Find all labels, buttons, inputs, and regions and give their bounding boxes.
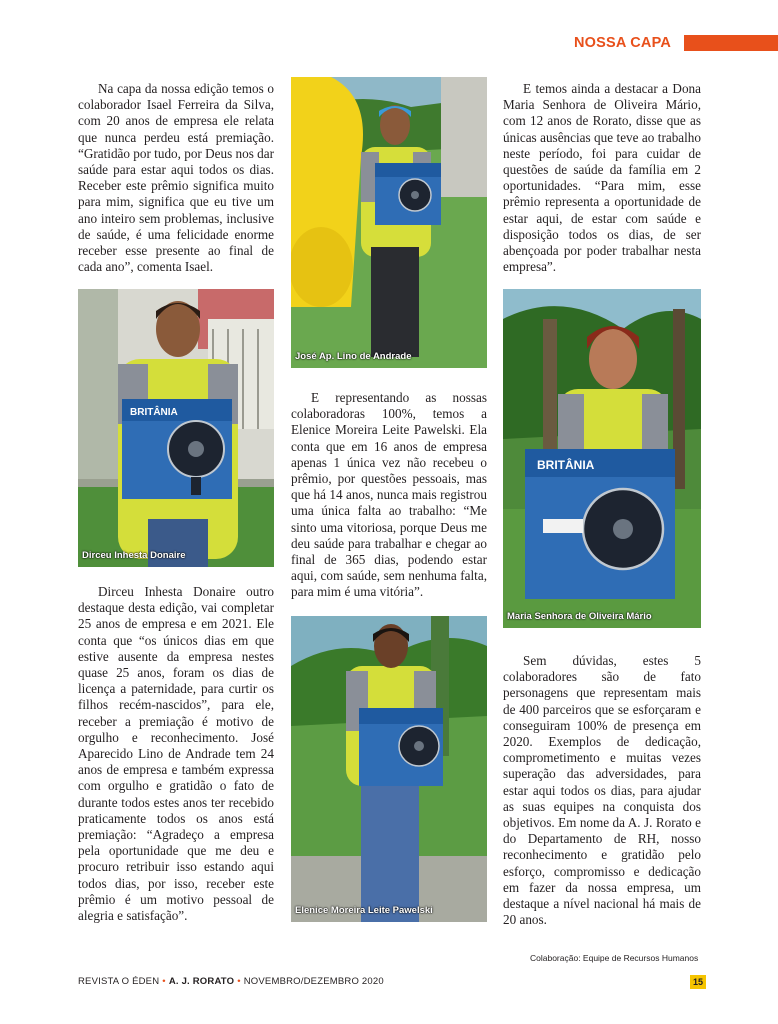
paragraph-isael: Na capa da nossa edição temos o colaborador Isael Ferreira da Silva, com 20 anos de empresa ele relata que nunca perdeu está premiação. “Gratidão por tudo, por Deus nos dar saúde para estar aqui todos os dias. Receber este prêmio significa muito para mim, significa que eu tive um ano inteiro sem problemas, inclusive de saúde, é uma felicidade enorme receber esse presente ao final de cada ano”, comenta Isael. [78, 81, 274, 275]
article-column-3-bottom [503, 653, 701, 928]
footer-magazine: REVISTA O ÉDEN [78, 976, 160, 987]
footer-edition: NOVEMBRO/DEZEMBRO 2020 [243, 976, 384, 987]
footer-separator: • [162, 976, 166, 987]
photo-jose [291, 77, 487, 368]
article-column-1-bottom [78, 584, 274, 924]
photo-caption-elenice: Elenice Moreira Leite Pawelski [295, 905, 433, 916]
article-column-1-top [78, 81, 274, 275]
footer-separator: • [237, 976, 241, 987]
paragraph-maria: E temos ainda a destacar a Dona Maria Senhora de Oliveira Mário, com 12 anos de Rorato, disse que as únicas ausências que teve ao trabalho neste período, foi para cuidar de questões de saúde da família em 2 oportunidades. “Para mim, esse prêmio representa a oportunidade de estar aqui, de estar com saúde e disposição todos os dias, de ser abençoada por poder trabalhar nesta empresa”. [503, 81, 701, 275]
paragraph-elenice: E representando as nossas colaboradoras 100%, temos a Elenice Moreira Leite Pawelski. Ela conta que em 16 anos de empresa apenas 1 única vez não recebeu o prêmio, por questões pessoais, mas que há 14 anos, nunca mais registrou uma única falta ao trabalho: “Me sinto uma vitoriosa, porque Deus me deu saúde para trabalhar e chegar ao final de 365 dias, podendo estar aqui, com saúde, sem nenhuma falta, para mim é uma vitória”. [291, 390, 487, 600]
photo-caption-dirceu: Dirceu Inhesta Donaire [82, 550, 186, 561]
photo-dirceu [78, 289, 274, 567]
article-column-3-top [503, 81, 701, 275]
paragraph-dirceu-jose: Dirceu Inhesta Donaire outro destaque desta edição, vai completar 25 anos de empresa e em 2021. Ele conta que “os únicos dias em que estive ausente da empresa nestes quase 25 anos, foram os dias de licença a paternidade, para curtir os filhos recém-nascidos”, para ele, receber a premiação é motivo de orgulho e reconhecimento. José Aparecido Lino de Andrade tem 24 anos de empresa e também expressa com orgulho e gratidão o fato de durante todos estes anos ter recebido praticamente todos os anos está premiação: “Agradeço a empresa pela oportunidade que me deu e procuro retribuir isso estando aqui todos dias, por isso, receber este prêmio é um motivo pessoal de alegria e satisfação”. [78, 584, 274, 924]
section-title: NOSSA CAPA [574, 35, 672, 51]
paragraph-conclusion: Sem dúvidas, estes 5 colaboradores são de fato personagens que representam mais de 400 parceiros que se esforçaram e conseguiram 100% de presença em 2020. Exemplos de dedicação, comprometimento e muitas vezes superação das adversidades, para estar aqui todos os dias, para ajudar as suas equipes na conquista dos objetivos. Em nome da A. J. Rorato e do Departamento de RH, nosso reconhecimento e gratidão pelo esforço, compromisso e dedicação em fazer da nossa empresa, um destaque a nível nacional há mais de 20 anos. [503, 653, 701, 928]
credit-line: Colaboração: Equipe de Recursos Humanos [530, 953, 699, 963]
section-accent-bar [684, 35, 778, 51]
footer [78, 976, 384, 987]
photo-elenice [291, 616, 487, 922]
footer-brand: A. J. RORATO [168, 976, 235, 987]
box-brand-label-maria: BRITÂNIA [537, 458, 595, 472]
photo-caption-maria: Maria Senhora de Oliveira Mário [507, 611, 652, 622]
photo-maria [503, 289, 701, 628]
article-column-2 [291, 390, 487, 601]
photo-caption-jose: José Ap. Lino de Andrade [295, 351, 412, 362]
page-number: 15 [690, 975, 706, 989]
box-brand-label: BRITÂNIA [130, 407, 178, 418]
